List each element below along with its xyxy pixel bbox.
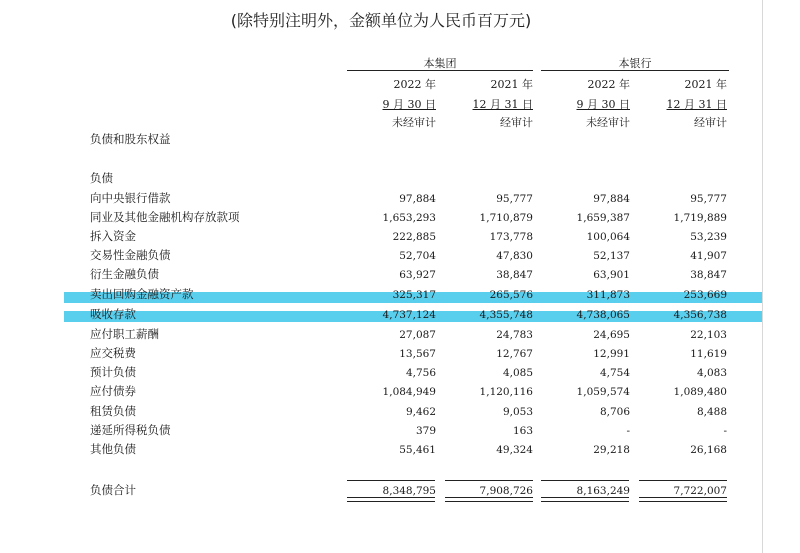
group-rule-bank: [541, 70, 729, 71]
row-value-col3: 1,659,387: [576, 212, 630, 224]
row-value-col4: -: [723, 425, 727, 437]
row-value-col3: 1,059,574: [576, 386, 630, 398]
col4-audit: 经审计: [694, 116, 727, 129]
col2-year: 2021 年: [490, 78, 533, 91]
row-value-col2: 12,767: [496, 348, 533, 360]
col4-year: 2021 年: [684, 78, 727, 91]
row-value-col3: 12,991: [593, 348, 630, 360]
row-label: 衍生金融负债: [90, 267, 159, 281]
col3-year: 2022 年: [587, 78, 630, 91]
row-value-col1: 325,317: [392, 289, 436, 301]
row-value-col1: 4,756: [405, 367, 436, 379]
total-top-rule-col1: [347, 480, 435, 481]
total-double-rule-col3: [541, 497, 629, 502]
row-value-col2: 24,783: [496, 329, 533, 341]
row-value-col4: 38,847: [690, 269, 727, 281]
row-value-col4: 41,907: [690, 250, 727, 262]
row-value-col1: 9,462: [405, 406, 436, 418]
row-value-col2: 1,120,116: [479, 386, 533, 398]
row-value-col1: 63,927: [399, 269, 436, 281]
total-top-rule-col4: [639, 480, 727, 481]
row-value-col3: 8,706: [599, 406, 630, 418]
col3-date: 9 月 30 日: [576, 98, 630, 111]
row-value-col2: 38,847: [496, 269, 533, 281]
row-value-col4: 4,356,738: [673, 309, 727, 321]
row-label: 同业及其他金融机构存放款项: [90, 210, 240, 224]
row-value-col4: 253,669: [683, 289, 727, 301]
row-value-col4: 1,719,889: [673, 212, 727, 224]
row-label: 递延所得税负债: [90, 423, 171, 437]
group-rule-group: [347, 70, 533, 71]
group-header-bank: 本银行: [618, 57, 652, 70]
row-value-col2: 163: [512, 425, 533, 437]
total-value-col2: 7,908,726: [479, 485, 533, 497]
row-value-col3: 97,884: [593, 193, 630, 205]
row-value-col1: 97,884: [399, 193, 436, 205]
row-label: 向中央银行借款: [90, 191, 171, 205]
section-title: 负债和股东权益: [90, 132, 171, 146]
row-label: 预计负债: [90, 365, 136, 379]
row-value-col1: 55,461: [399, 444, 436, 456]
total-value-col4: 7,722,007: [673, 485, 727, 497]
col3-audit: 未经审计: [586, 116, 630, 129]
row-value-col2: 49,324: [496, 444, 533, 456]
row-value-col4: 8,488: [696, 406, 727, 418]
row-value-col2: 265,576: [489, 289, 533, 301]
col1-year: 2022 年: [393, 78, 436, 91]
row-value-col1: 4,737,124: [382, 309, 436, 321]
row-label: 租赁负债: [90, 404, 136, 418]
row-value-col3: 29,218: [593, 444, 630, 456]
row-label: 应付债券: [90, 384, 136, 398]
row-value-col1: 1,653,293: [382, 212, 436, 224]
row-value-col3: 52,137: [593, 250, 630, 262]
col1-date: 9 月 30 日: [382, 98, 436, 111]
row-value-col1: 52,704: [399, 250, 436, 262]
row-value-col1: 27,087: [399, 329, 436, 341]
row-label: 应付职工薪酬: [90, 327, 159, 341]
row-value-col4: 95,777: [690, 193, 727, 205]
col4-date: 12 月 31 日: [666, 98, 727, 111]
row-value-col4: 22,103: [690, 329, 727, 341]
col2-date: 12 月 31 日: [472, 98, 533, 111]
col1-audit: 未经审计: [392, 116, 436, 129]
row-value-col2: 9,053: [502, 406, 533, 418]
row-value-col4: 11,619: [690, 348, 727, 360]
group-header-group: 本集团: [423, 57, 457, 70]
col2-audit: 经审计: [500, 116, 533, 129]
total-top-rule-col3: [541, 480, 629, 481]
row-value-col2: 4,355,748: [479, 309, 533, 321]
row-value-col3: 24,695: [593, 329, 630, 341]
row-value-col3: 63,901: [593, 269, 630, 281]
row-value-col2: 4,085: [502, 367, 533, 379]
row-value-col1: 13,567: [399, 348, 436, 360]
row-label: 应交税费: [90, 346, 136, 360]
row-value-col4: 53,239: [690, 231, 727, 243]
total-value-col3: 8,163,249: [576, 485, 630, 497]
row-value-col4: 26,168: [690, 444, 727, 456]
row-value-col3: -: [626, 425, 630, 437]
row-value-col3: 100,064: [586, 231, 630, 243]
row-value-col2: 47,830: [496, 250, 533, 262]
row-value-col1: 1,084,949: [382, 386, 436, 398]
total-double-rule-col1: [347, 497, 435, 502]
row-value-col2: 1,710,879: [479, 212, 533, 224]
row-label: 吸收存款: [90, 307, 136, 321]
row-value-col2: 173,778: [489, 231, 533, 243]
row-value-col3: 4,754: [599, 367, 630, 379]
row-label: 拆入资金: [90, 229, 136, 243]
total-value-col1: 8,348,795: [382, 485, 436, 497]
row-value-col2: 95,777: [496, 193, 533, 205]
page-edge: [762, 0, 763, 553]
subsection-title: 负债: [90, 171, 113, 185]
row-label: 交易性金融负债: [90, 248, 171, 262]
row-value-col4: 4,083: [696, 367, 727, 379]
row-value-col4: 1,089,480: [673, 386, 727, 398]
row-label: 卖出回购金融资产款: [90, 287, 194, 301]
total-double-rule-col2: [445, 497, 533, 502]
row-value-col3: 311,873: [586, 289, 630, 301]
total-label: 负债合计: [90, 483, 136, 497]
page-title: (除特别注明外，金额单位为人民币百万元): [230, 11, 532, 30]
row-value-col1: 379: [415, 425, 436, 437]
row-value-col1: 222,885: [392, 231, 436, 243]
total-double-rule-col4: [639, 497, 727, 502]
total-top-rule-col2: [445, 480, 533, 481]
row-value-col3: 4,738,065: [576, 309, 630, 321]
row-label: 其他负债: [90, 442, 136, 456]
